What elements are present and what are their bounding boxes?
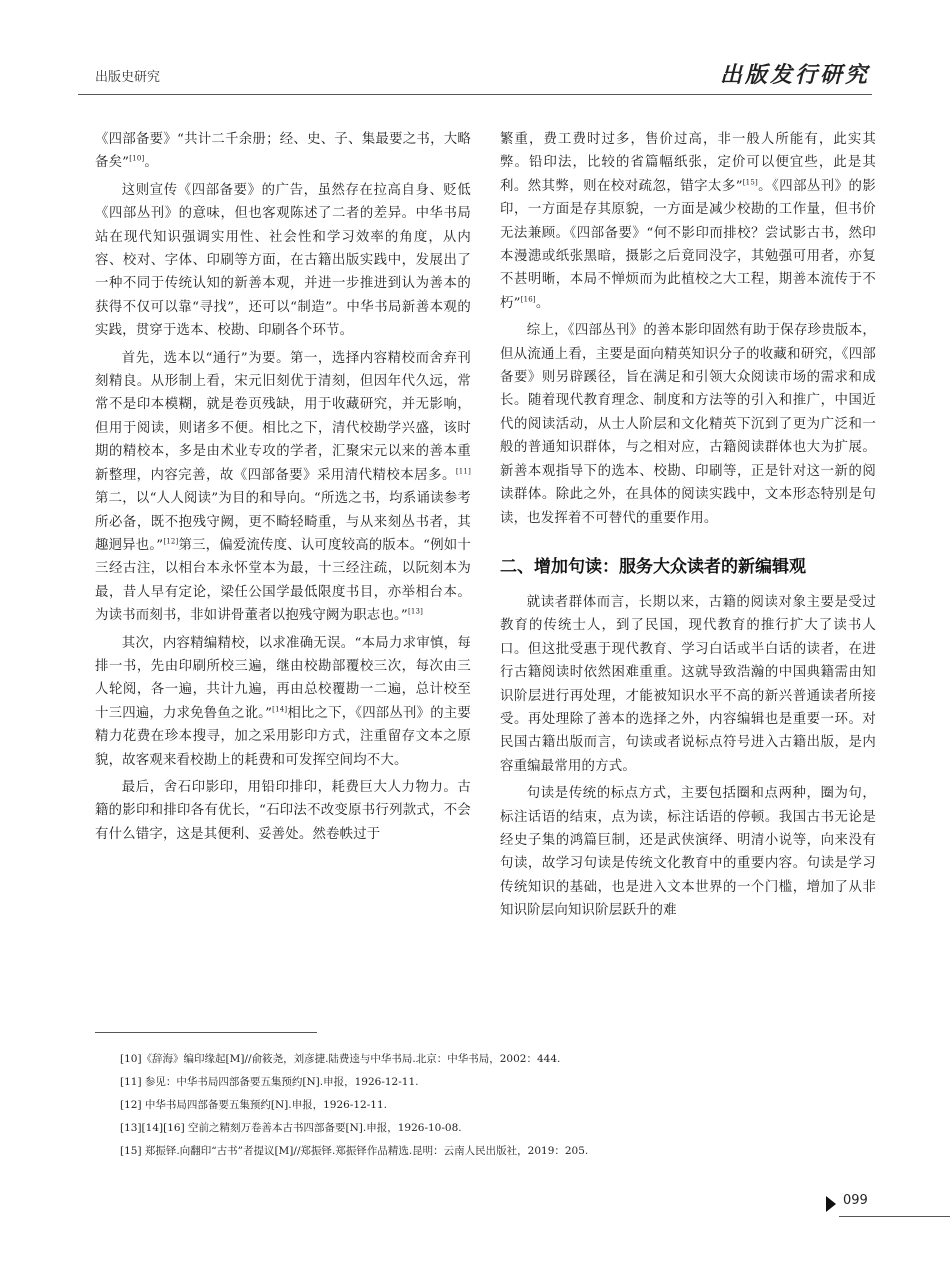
paragraph-text: 其次，内容精编精校，以求准确无误。“本局力求审慎，每排一书，先由印刷所校三遍，继由校勘部覆校三次，每次由三人轮阅，各一遍，共计九遍，再由总校覆勘一二遍，总计校至十三四遍，力求免鲁鱼之讹。” (95, 635, 471, 721)
page-number: 099 (843, 1193, 868, 1208)
paragraph-text: 《四部备要》“共计二千余册；经、史、子、集最要之书，大略备矣” (95, 132, 471, 171)
paragraph-text: 首先，选本以“通行”为要。第一，选择内容精校而舍弃刊刻精良。从形制上看，宋元旧刻优于清刻，但因年代久远，常常不是印本模糊，就是卷页残缺，用于收藏研究，并无影响，但用于阅读，则诸多不便。相比之下，清代校勘学兴盛，该时期的精校本，多是由术业专攻的学者，汇聚宋元以来的善本重新整理，内容完善，故《四部备要》采用清代精校本居多。 (95, 350, 471, 483)
footnote: [10]《辞海》编印缘起[M]//俞筱尧，刘彦捷.陆费逵与中华书局.北京：中华书局，2002：444. (120, 1053, 561, 1065)
left-column (95, 128, 471, 850)
paragraph-text: 第三，偏爱流传度、认可度较高的版本。“例如十三经古注，以相台本永怀堂本为最，十三经注疏，以阮刻本为最，昔人早有定论，梁任公国学最低限度书目，亦举相台本。为读书而刻书，非如讲骨董者以抱残守阙为职志也。” (95, 537, 471, 624)
citation-ref: [11] (455, 467, 471, 476)
footnote: [13][14][16] 空前之精刻万卷善本古书四部备要[N].申报，1926-10-08. (120, 1122, 462, 1134)
paragraph-text: 。《四部丛刊》的影印，一方面是存其原貌，一方面是减少校勘的工作量，但书价无法兼顾。《四部备要》“何不影印而排校？尝试影古书，然印本漫漶或纸张黑暗，摄影之后竟同没字，其勉强可用者，亦复不甚明晰，本局不惮烦而为此植校之大工程，期善本流传于不朽” (500, 178, 876, 311)
footnote-divider (95, 1032, 317, 1033)
footnote: [15] 郑振铎.向翻印“古书”者提议[M]//郑振铎.郑振铎作品精选.昆明：云南人民出版社，2019：205. (120, 1145, 589, 1157)
paragraph (95, 347, 471, 628)
paragraph: 就读者群体而言，长期以来，古籍的阅读对象主要是受过教育的传统士人，到了民国，现代教育的推行扩大了读书人口。但这批受惠于现代教育、学习白话或半白话的读者，在进行古籍阅读时依然困难重重。这就导致浩瀚的中国典籍需由知识阶层进行再处理，才能被知识水平不高的新兴普通读者所接受。再处理除了善本的选择之外，内容编辑也是重要一环。对民国古籍出版而言，句读或者说标点符号进入古籍出版，是内容重编最常用的方式。 (500, 594, 876, 774)
paragraph: 最后，舍石印影印，用铅印排印，耗费巨大人力物力。古籍的影印和排印各有优长，“石印法不改变原书行列款式，不会有什么错字，这是其便利、妥善处。然卷帙过于 (95, 779, 471, 842)
paragraph (95, 632, 471, 772)
footnotes (120, 1048, 880, 1163)
paragraph: 句读是传统的标点方式，主要包括圈和点两种，圈为句，标注话语的结束，点为读，标注话语的停顿。我国古书无论是经史子集的鸿篇巨制，还是武侠演绎、明清小说等，向来没有句读，故学习句读是传统文化教育中的重要内容。句读是学习传统知识的基础，也是进入文本世界的一个门槛，增加了从非知识阶层向知识阶层跃升的难 (500, 786, 876, 919)
paragraph: 这则宣传《四部备要》的广告，虽然存在拉高自身、贬低《四部丛刊》的意味，但也客观陈述了二者的差异。中华书局站在现代知识强调实用性、社会性和学习效率的角度，从内容、校对、字体、印刷等方面，在古籍出版实践中，发展出了一种不同于传统认知的新善本观，并进一步推进到认为善本的获得不仅可以靠“寻找”，还可以“制造”。中华书局新善本观的实践，贯穿于选本、校勘、印刷各个环节。 (95, 182, 471, 339)
footnote: [12] 中华书局四部备要五集预约[N].申报，1926-12-11. (120, 1099, 387, 1111)
paragraph-text: 相比之下，《四部丛刊》的主要精力花费在珍本搜寻，加之采用影印方式，注重留存文本之原貌，故客观来看校勘上的耗费和可发挥空间均不大。 (95, 705, 471, 768)
right-column (500, 128, 876, 927)
paragraph (500, 128, 876, 315)
citation-ref: [16] (520, 295, 536, 304)
paragraph-text: 。 (144, 155, 158, 171)
page-number-rule (839, 1216, 950, 1217)
section-heading: 二、增加句读：服务大众读者的新编辑观 (500, 556, 806, 577)
header-divider (78, 94, 872, 95)
citation-ref: [14] (272, 705, 288, 714)
citation-ref: [12] (163, 537, 179, 546)
footnote: [11] 参见：中华书局四部备要五集预约[N].申报，1926-12-11. (120, 1076, 419, 1088)
running-header-section: 出版史研究 (95, 70, 161, 85)
citation-ref: [13] (407, 607, 424, 616)
paragraph-text: 第二，以“人人阅读”为目的和导向。“所选之书，均系诵读参考所必备，既不抱残守阙，更不畸轻畸重，与从来刻丛书者，其趣迥异也。” (95, 491, 471, 553)
page-marker-triangle-icon (826, 1196, 836, 1212)
citation-ref: [10] (129, 154, 145, 163)
journal-logo: 出版发行研究 (719, 62, 870, 88)
paragraph-text: 。 (535, 295, 550, 311)
citation-ref: [15] (742, 178, 758, 187)
paragraph (95, 128, 471, 175)
paragraph-text: 繁重，费工费时过多，售价过高，非一般人所能有，此实其弊。铅印法，比较的省篇幅纸张，定价可以便宜些，此是其利。然其弊，则在校对疏忽，错字太多” (500, 132, 876, 194)
paragraph: 综上，《四部丛刊》的善本影印固然有助于保存珍贵版本，但从流通上看，主要是面向精英知识分子的收藏和研究，《四部备要》则另辟蹊径，旨在满足和引领大众阅读市场的需求和成长。随着现代教育理念、制度和方法等的引入和推广，中国近代的阅读活动，从士人阶层和文化精英下沉到了更为广泛和一般的普通知识群体，与之相对应，古籍阅读群体也大为扩展。新善本观指导下的选本、校勘、印刷等，正是针对这一新的阅读群体。除此之外，在具体的阅读实践中，文本形态特别是句读，也发挥着不可替代的重要作用。 (500, 323, 876, 526)
